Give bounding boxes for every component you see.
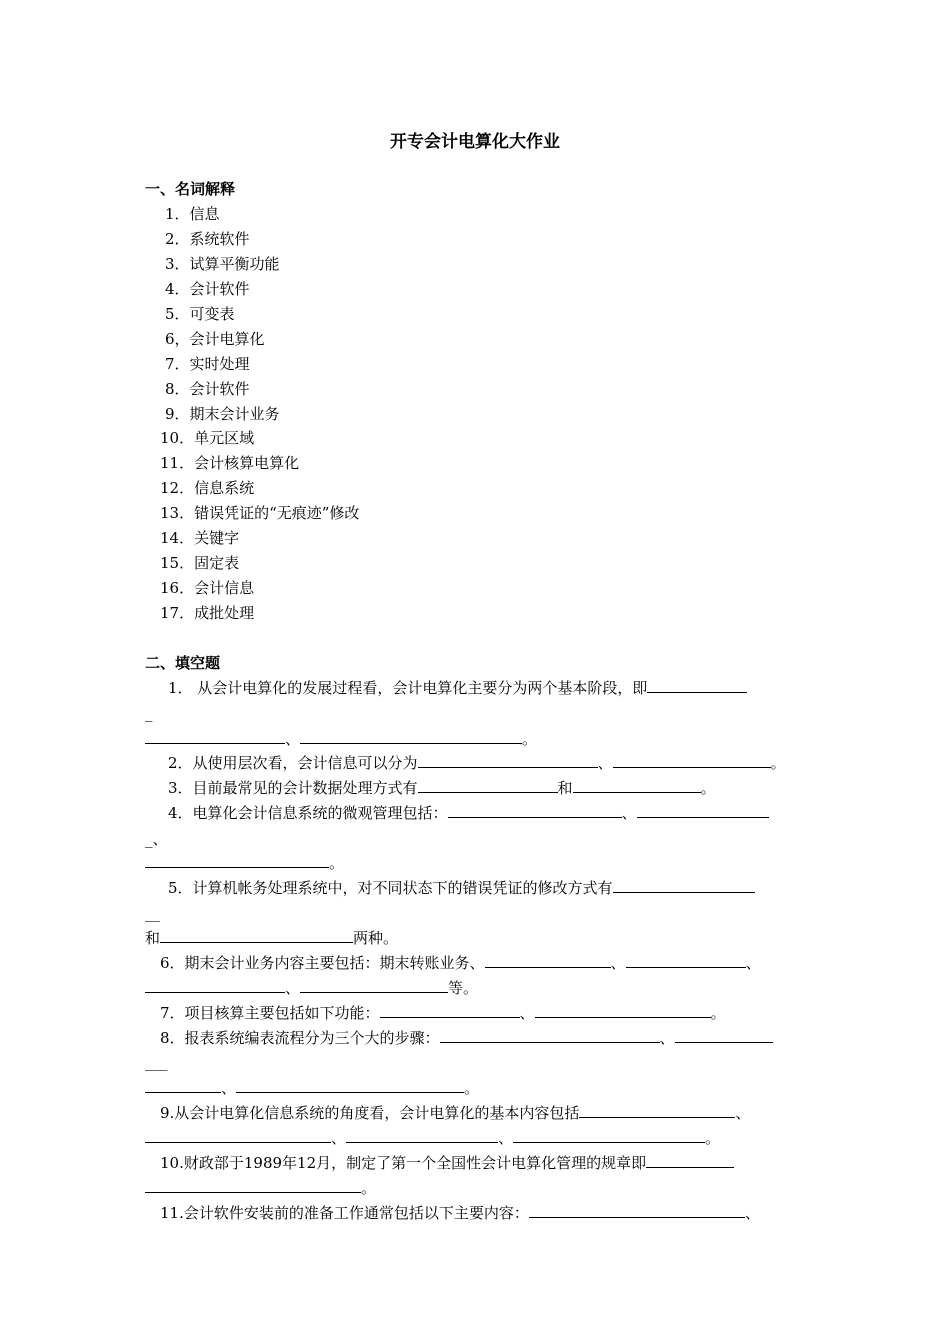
separator: 、	[221, 1079, 237, 1097]
list-item: 11．会计核算电算化	[160, 454, 300, 472]
question-10	[160, 1152, 734, 1173]
question-5	[168, 877, 755, 898]
answer-blank[interactable]	[236, 1078, 464, 1093]
answer-blank[interactable]	[380, 1003, 520, 1018]
document-title: 开专会计电算化大作业	[390, 132, 560, 152]
answer-blank[interactable]	[145, 729, 285, 744]
answer-blank[interactable]	[346, 1128, 498, 1143]
question-text: 两种。	[353, 929, 399, 947]
answer-blank[interactable]	[513, 1128, 705, 1143]
answer-blank[interactable]	[418, 778, 558, 793]
answer-blank[interactable]	[613, 753, 771, 768]
separator: 、	[610, 954, 626, 972]
continuation-mark: _	[145, 904, 153, 922]
separator: 、	[659, 1029, 675, 1047]
answer-blank[interactable]	[418, 753, 598, 768]
question-1	[168, 677, 747, 698]
question-3	[168, 777, 716, 798]
question-4	[168, 802, 769, 823]
question-text: 3．目前最常见的会计数据处理方式有	[168, 779, 418, 797]
answer-blank[interactable]	[485, 953, 611, 968]
list-item: 9．期末会计业务	[165, 405, 280, 423]
conjunction: 和	[557, 779, 573, 797]
list-item: 15．固定表	[160, 554, 240, 572]
answer-blank[interactable]	[535, 1003, 711, 1018]
question-9	[160, 1102, 750, 1123]
period: 。	[464, 1079, 480, 1097]
separator: 、	[285, 979, 301, 997]
list-item: 1．信息	[165, 205, 220, 223]
period: 。	[770, 754, 786, 772]
question-text: 9.从会计电算化信息系统的角度看，会计电算化的基本内容包括	[160, 1104, 580, 1122]
answer-blank[interactable]	[440, 1028, 660, 1043]
list-item: 13．错误凭证的“无痕迹”修改	[160, 504, 360, 522]
answer-blank[interactable]	[145, 1078, 221, 1093]
list-item: 3．试算平衡功能	[165, 255, 280, 273]
continuation-mark: _	[160, 1053, 168, 1071]
question-6-blanks	[145, 977, 478, 998]
continuation-mark: _	[152, 1053, 160, 1071]
question-text: 11.会计软件安装前的准备工作通常包括以下主要内容：	[160, 1204, 529, 1222]
separator: 、	[498, 1129, 514, 1147]
question-6	[160, 952, 761, 973]
conjunction: 和	[145, 929, 161, 947]
question-11	[160, 1202, 760, 1223]
separator: 、	[597, 754, 613, 772]
list-item: 8．会计软件	[165, 380, 250, 398]
question-text: 6．期末会计业务内容主要包括：期末转账业务、	[160, 954, 485, 972]
answer-blank[interactable]	[448, 803, 622, 818]
question-8-cont	[145, 1053, 168, 1071]
answer-blank[interactable]	[145, 853, 329, 868]
period: 。	[522, 730, 538, 748]
list-item: 2．系统软件	[165, 230, 250, 248]
question-text: 7．项目核算主要包括如下功能：	[160, 1004, 380, 1022]
period: 。	[329, 854, 345, 872]
answer-blank[interactable]	[646, 1153, 734, 1168]
question-1-cont	[145, 704, 153, 722]
question-2	[168, 752, 786, 773]
answer-blank[interactable]	[613, 878, 755, 893]
question-text: 1． 从会计电算化的发展过程看，会计电算化主要分为两个基本阶段，即	[168, 679, 648, 697]
answer-blank[interactable]	[145, 978, 285, 993]
continuation-mark: _	[145, 704, 153, 722]
question-8	[160, 1027, 773, 1048]
answer-blank[interactable]	[300, 978, 448, 993]
answer-blank[interactable]	[529, 1203, 745, 1218]
answer-blank[interactable]	[637, 803, 769, 818]
list-item: 17．成批处理	[160, 604, 255, 622]
separator: 、	[331, 1129, 347, 1147]
answer-blank[interactable]	[160, 928, 353, 943]
question-text: 等。	[448, 979, 479, 997]
period: 。	[705, 1129, 721, 1147]
separator: 、	[745, 954, 761, 972]
question-10-blanks	[145, 1177, 376, 1198]
question-9-blanks	[145, 1127, 720, 1148]
answer-blank[interactable]	[647, 678, 747, 693]
question-text: 10.财政部于1989年12月，制定了第一个全国性会计电算化管理的规章即	[160, 1154, 647, 1172]
separator: 、	[285, 730, 301, 748]
list-item: 10．单元区域	[160, 429, 255, 447]
question-7	[160, 1002, 726, 1023]
separator: 、	[735, 1104, 751, 1122]
separator: 、	[744, 1204, 760, 1222]
period: 。	[361, 1179, 377, 1197]
list-item: 12．信息系统	[160, 479, 255, 497]
list-item: 7．实时处理	[165, 355, 250, 373]
question-8-blanks	[145, 1077, 479, 1098]
list-item: 5．可变表	[165, 305, 235, 323]
section-heading-fill-in: 二、填空题	[145, 654, 221, 672]
list-item: 14．关键字	[160, 529, 240, 547]
period: 。	[700, 779, 716, 797]
answer-blank[interactable]	[145, 1128, 331, 1143]
answer-blank[interactable]	[300, 729, 522, 744]
list-item: 16．会计信息	[160, 579, 255, 597]
answer-blank[interactable]	[675, 1028, 773, 1043]
section-heading-definitions: 一、名词解释	[145, 180, 236, 198]
continuation-mark: _	[145, 1053, 153, 1071]
period: 。	[710, 1004, 726, 1022]
question-text: 2．从使用层次看，会计信息可以分为	[168, 754, 418, 772]
continuation-mark: _	[152, 904, 160, 922]
answer-blank[interactable]	[145, 1178, 361, 1193]
question-text: 8．报表系统编表流程分为三个大的步骤：	[160, 1029, 440, 1047]
question-4-blanks	[145, 852, 344, 873]
question-4-cont	[145, 828, 168, 849]
separator: 、	[519, 1004, 535, 1022]
list-item: 6，会计电算化	[165, 330, 265, 348]
answer-blank[interactable]	[579, 1103, 735, 1118]
question-5-blanks	[145, 927, 398, 948]
answer-blank[interactable]	[573, 778, 701, 793]
separator: 、	[621, 804, 637, 822]
list-item: 4．会计软件	[165, 280, 250, 298]
question-1-blanks	[145, 728, 537, 749]
question-text: 4．电算化会计信息系统的微观管理包括：	[168, 804, 448, 822]
separator: 、	[152, 830, 168, 848]
answer-blank[interactable]	[626, 953, 746, 968]
continuation-mark: _	[145, 830, 153, 848]
question-5-cont	[145, 904, 160, 922]
question-text: 5．计算机帐务处理系统中，对不同状态下的错误凭证的修改方式有	[168, 879, 613, 897]
